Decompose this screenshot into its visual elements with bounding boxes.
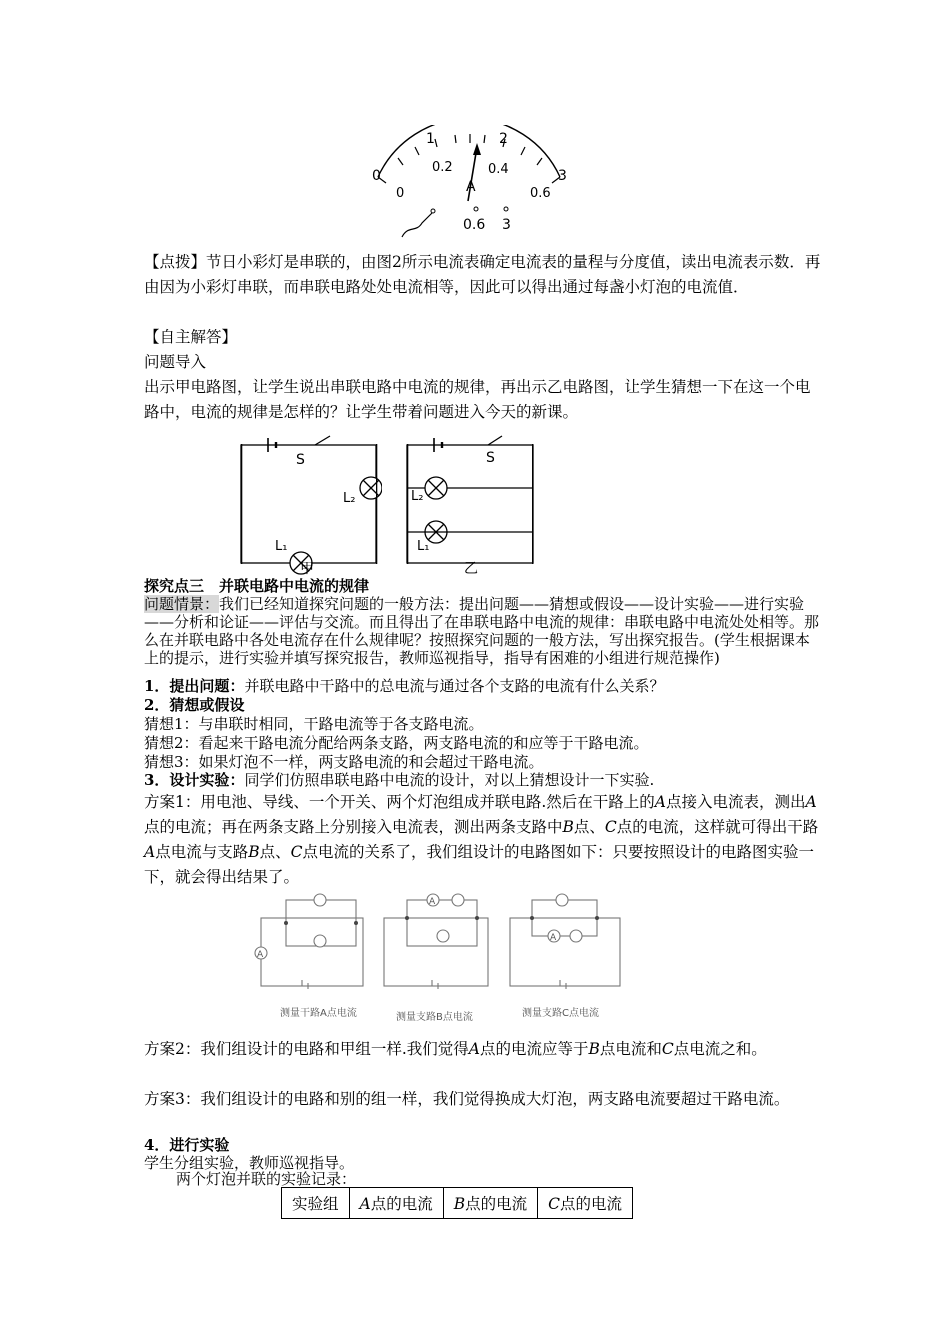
- top-tick-2: 2: [499, 131, 508, 147]
- design-body: 同学们仿照串联电路中电流的设计，对以上猜想设计一下实验.: [244, 771, 655, 789]
- lamp2-label-b: L₂: [411, 489, 424, 504]
- step4-title: 4．进行实验: [144, 1136, 230, 1154]
- caption-3: 测量支路C点电流: [522, 1008, 599, 1019]
- scenario-paragraph: [144, 595, 824, 667]
- guess-title: 2．猜想或假设: [144, 696, 245, 714]
- switch-label-a: S: [296, 452, 305, 468]
- caption-1: 测量干路A点电流: [280, 1008, 357, 1019]
- guess-1: 猜想1：与串联时相同，干路电流等于各支路电流。: [144, 715, 484, 733]
- lamp1-label-a: L₁: [275, 539, 288, 554]
- intro-title: 问题导入: [144, 353, 207, 371]
- plan3-paragraph: 方案3：我们组设计的电路和别的组一样，我们觉得换成大灯泡，两支路电流要超过干路电流。: [144, 1090, 790, 1108]
- scenario-label: 问题情景：: [144, 595, 220, 613]
- meter-1: A: [257, 950, 264, 960]
- step4-body: 学生分组实验，教师巡视指导。: [144, 1154, 355, 1172]
- self-answer-heading: 【自主解答】: [144, 328, 238, 346]
- bottom-tick-1: 0.2: [432, 160, 453, 175]
- scenario-body: 我们已经知道探究问题的一般方法：提出问题——猜想或假设——设计实验——进行实验——分析和论证——评估与交流。而且得出了在串联电路中电流的规律：串联电路中电流处处相等。那么在并联电路中各处电流存在什么规律呢？按照探究问题的一般方法，写出探究报告。(学生根据课本上的提示，进行实验并填写探究报告，教师巡视指导，指导有困难的小组进行规范操作): [144, 595, 820, 667]
- record-table: [281, 1187, 633, 1219]
- ammeter-figure: [360, 125, 580, 245]
- design-line: [144, 771, 824, 789]
- plan2-paragraph: 方案2：我们组设计的电路和甲组一样.我们觉得A点的电流应等于B点电流和C点电流之和。: [144, 1040, 767, 1058]
- top-tick-0: 0: [372, 168, 381, 184]
- caption-2: 测量支路B点电流: [396, 1012, 473, 1023]
- lamp2-label-a: L₂: [343, 491, 356, 506]
- lamp1-label-b: L₁: [417, 539, 430, 554]
- bottom-tick-3: 0.6: [530, 186, 551, 201]
- table-caption: 两个灯泡并联的实验记录：: [176, 1170, 357, 1188]
- question-line: [144, 677, 824, 695]
- bottom-tick-2: 0.4: [488, 162, 509, 177]
- header-c: C点的电流: [538, 1188, 633, 1219]
- top-tick-1: 1: [426, 131, 435, 147]
- three-circuits-figure: [252, 890, 632, 1025]
- switch-label-b: S: [486, 450, 495, 466]
- hint-paragraph: [144, 250, 824, 300]
- section3-title: 探究点三 并联电路中电流的规律: [144, 577, 370, 595]
- meter-2: A: [429, 897, 436, 907]
- unit-label: A: [466, 179, 476, 195]
- question-label: 1．提出问题：: [144, 677, 245, 695]
- caption-yi: 乙: [464, 561, 478, 577]
- guess-3: 猜想3：如果灯泡不一样，两支路电流的和会超过干路电流。: [144, 753, 544, 771]
- hint-body: 节日小彩灯是串联的，由图2所示电流表确定电流表的量程与分度值，读出电流表示数．再由因为小彩灯串联，而串联电路处处电流相等，因此可以得出通过每盏小灯泡的电流值．: [144, 253, 821, 296]
- table-header-row: [282, 1188, 633, 1219]
- design-label: 3．设计实验：: [144, 771, 245, 789]
- plan1-paragraph: 方案1：用电池、导线、一个开关、两个灯泡组成并联电路.然后在干路上的A点接入电流表，测出A点的电流；再在两条支路上分别接入电流表，测出两条支路中B点、C点的电流，这样就可得出干路A点电流与支路B点、C点电流的关系了，我们组设计的电路图如下：只要按照设计的电路图实验一下，就会得出结果了。: [144, 793, 819, 886]
- circuit-diagrams: [230, 428, 550, 578]
- terminal-0-6: 0.6: [463, 217, 486, 233]
- terminal-3: 3: [502, 217, 511, 233]
- intro-body: 出示甲电路图，让学生说出串联电路中电流的规律，再出示乙电路图，让学生猜想一下在这一个电路中，电流的规律是怎样的？让学生带着问题进入今天的新课。: [144, 378, 811, 421]
- caption-jia: 甲: [300, 561, 314, 577]
- header-a: A点的电流: [349, 1188, 443, 1219]
- hint-tag: 【点拨】: [144, 253, 207, 271]
- header-group: 实验组: [282, 1188, 350, 1219]
- guess-2: 猜想2：看起来干路电流分配给两条支路，两支路电流的和应等于干路电流。: [144, 734, 649, 752]
- header-b: B点的电流: [443, 1188, 537, 1219]
- bottom-tick-0: 0: [396, 186, 405, 201]
- question-body: 并联电路中干路中的总电流与通过各个支路的电流有什么关系？: [244, 677, 665, 695]
- top-tick-3: 3: [558, 168, 567, 184]
- meter-3: A: [550, 933, 557, 943]
